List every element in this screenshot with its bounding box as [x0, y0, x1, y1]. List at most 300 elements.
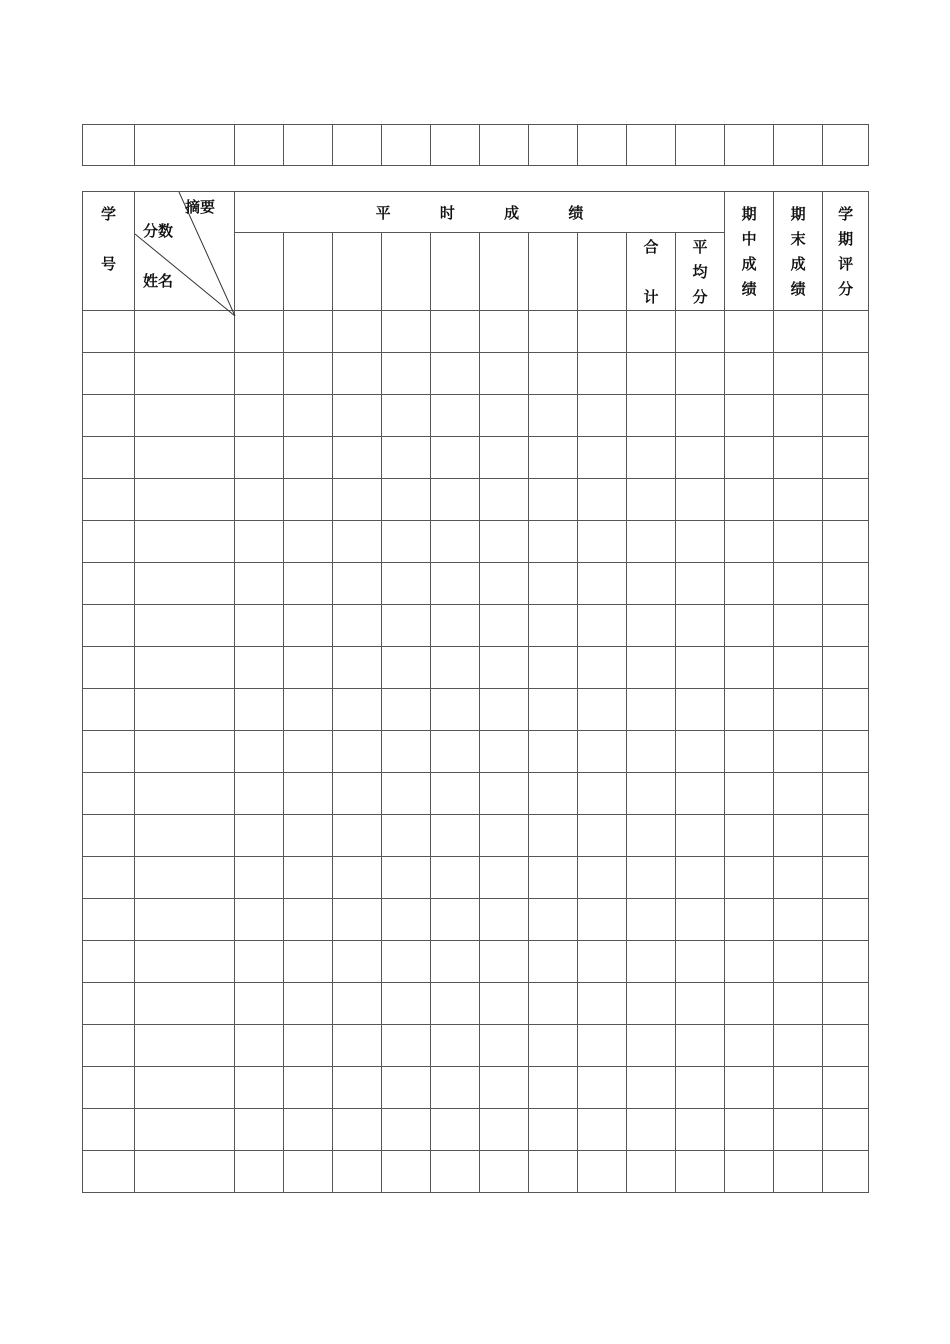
student-name-cell[interactable] [135, 815, 235, 857]
score-cell[interactable] [529, 689, 578, 731]
score-cell[interactable] [284, 899, 333, 941]
score-cell[interactable] [774, 605, 823, 647]
score-cell[interactable] [823, 395, 869, 437]
score-cell[interactable] [578, 311, 627, 353]
score-cell[interactable] [676, 983, 725, 1025]
score-cell[interactable] [823, 647, 869, 689]
score-cell[interactable] [284, 983, 333, 1025]
score-cell[interactable] [529, 983, 578, 1025]
score-cell[interactable] [382, 689, 431, 731]
score-cell[interactable] [235, 815, 284, 857]
score-cell[interactable] [480, 1109, 529, 1151]
score-cell[interactable] [480, 983, 529, 1025]
score-cell[interactable] [529, 521, 578, 563]
score-cell[interactable] [382, 899, 431, 941]
score-cell[interactable] [480, 773, 529, 815]
blank-cell[interactable] [676, 125, 725, 166]
score-cell[interactable] [774, 353, 823, 395]
score-cell[interactable] [431, 815, 480, 857]
blank-cell[interactable] [774, 125, 823, 166]
score-cell[interactable] [774, 311, 823, 353]
score-cell[interactable] [284, 689, 333, 731]
score-cell[interactable] [235, 899, 284, 941]
score-cell[interactable] [725, 689, 774, 731]
score-cell[interactable] [382, 311, 431, 353]
student-name-cell[interactable] [135, 941, 235, 983]
score-cell[interactable] [235, 983, 284, 1025]
score-cell[interactable] [823, 521, 869, 563]
score-cell[interactable] [725, 521, 774, 563]
score-cell[interactable] [823, 1067, 869, 1109]
score-cell[interactable] [774, 1151, 823, 1193]
student-id-cell[interactable] [83, 647, 135, 689]
score-cell[interactable] [235, 1109, 284, 1151]
score-cell[interactable] [578, 353, 627, 395]
student-name-cell[interactable] [135, 689, 235, 731]
score-cell[interactable] [284, 1151, 333, 1193]
score-cell[interactable] [725, 353, 774, 395]
score-cell[interactable] [431, 1067, 480, 1109]
score-cell[interactable] [382, 941, 431, 983]
score-cell[interactable] [431, 1109, 480, 1151]
blank-cell[interactable] [480, 125, 529, 166]
score-cell[interactable] [725, 1109, 774, 1151]
score-cell[interactable] [725, 479, 774, 521]
score-cell[interactable] [823, 815, 869, 857]
score-cell[interactable] [725, 731, 774, 773]
score-cell[interactable] [333, 941, 382, 983]
student-name-cell[interactable] [135, 857, 235, 899]
score-cell[interactable] [823, 941, 869, 983]
score-cell[interactable] [725, 983, 774, 1025]
score-cell[interactable] [235, 1025, 284, 1067]
student-id-cell[interactable] [83, 1025, 135, 1067]
score-cell[interactable] [382, 1109, 431, 1151]
score-cell[interactable] [823, 773, 869, 815]
score-cell[interactable] [529, 1067, 578, 1109]
score-cell[interactable] [333, 899, 382, 941]
score-cell[interactable] [235, 857, 284, 899]
score-cell[interactable] [578, 1025, 627, 1067]
score-cell[interactable] [823, 1151, 869, 1193]
score-cell[interactable] [431, 689, 480, 731]
score-cell[interactable] [774, 1109, 823, 1151]
score-cell[interactable] [774, 437, 823, 479]
score-cell[interactable] [627, 311, 676, 353]
score-slot-header[interactable] [578, 233, 627, 311]
score-cell[interactable] [333, 311, 382, 353]
score-cell[interactable] [431, 311, 480, 353]
score-cell[interactable] [627, 941, 676, 983]
score-cell[interactable] [235, 647, 284, 689]
student-id-cell[interactable] [83, 395, 135, 437]
score-cell[interactable] [431, 899, 480, 941]
score-cell[interactable] [676, 437, 725, 479]
score-cell[interactable] [578, 605, 627, 647]
student-name-cell[interactable] [135, 1109, 235, 1151]
score-cell[interactable] [235, 731, 284, 773]
score-cell[interactable] [284, 521, 333, 563]
score-cell[interactable] [627, 689, 676, 731]
score-cell[interactable] [676, 689, 725, 731]
score-cell[interactable] [627, 1151, 676, 1193]
blank-cell[interactable] [83, 125, 135, 166]
score-cell[interactable] [235, 479, 284, 521]
score-cell[interactable] [823, 605, 869, 647]
score-cell[interactable] [480, 437, 529, 479]
score-cell[interactable] [431, 521, 480, 563]
score-cell[interactable] [431, 773, 480, 815]
score-cell[interactable] [284, 1025, 333, 1067]
score-cell[interactable] [676, 521, 725, 563]
score-cell[interactable] [284, 563, 333, 605]
score-cell[interactable] [284, 1109, 333, 1151]
score-cell[interactable] [578, 815, 627, 857]
score-cell[interactable] [774, 773, 823, 815]
score-cell[interactable] [578, 479, 627, 521]
student-name-cell[interactable] [135, 521, 235, 563]
score-cell[interactable] [774, 647, 823, 689]
score-cell[interactable] [725, 395, 774, 437]
score-cell[interactable] [823, 1109, 869, 1151]
score-cell[interactable] [676, 311, 725, 353]
student-id-cell[interactable] [83, 773, 135, 815]
student-id-cell[interactable] [83, 857, 135, 899]
score-cell[interactable] [480, 731, 529, 773]
score-cell[interactable] [431, 941, 480, 983]
score-cell[interactable] [529, 437, 578, 479]
score-cell[interactable] [676, 1067, 725, 1109]
student-id-cell[interactable] [83, 311, 135, 353]
score-slot-header[interactable] [382, 233, 431, 311]
score-cell[interactable] [774, 899, 823, 941]
score-cell[interactable] [480, 563, 529, 605]
score-cell[interactable] [284, 731, 333, 773]
score-cell[interactable] [774, 563, 823, 605]
score-cell[interactable] [382, 983, 431, 1025]
score-cell[interactable] [235, 395, 284, 437]
score-cell[interactable] [774, 479, 823, 521]
score-cell[interactable] [480, 521, 529, 563]
score-cell[interactable] [725, 437, 774, 479]
score-cell[interactable] [823, 563, 869, 605]
score-cell[interactable] [823, 353, 869, 395]
score-cell[interactable] [529, 773, 578, 815]
score-cell[interactable] [333, 689, 382, 731]
student-name-cell[interactable] [135, 395, 235, 437]
student-name-cell[interactable] [135, 899, 235, 941]
student-name-cell[interactable] [135, 353, 235, 395]
score-cell[interactable] [725, 605, 774, 647]
score-cell[interactable] [480, 815, 529, 857]
score-cell[interactable] [676, 605, 725, 647]
score-cell[interactable] [480, 1025, 529, 1067]
score-cell[interactable] [431, 647, 480, 689]
score-cell[interactable] [480, 1067, 529, 1109]
score-cell[interactable] [725, 941, 774, 983]
score-cell[interactable] [725, 815, 774, 857]
blank-cell[interactable] [382, 125, 431, 166]
score-cell[interactable] [235, 563, 284, 605]
score-cell[interactable] [382, 479, 431, 521]
blank-cell[interactable] [235, 125, 284, 166]
blank-cell[interactable] [284, 125, 333, 166]
score-cell[interactable] [627, 1067, 676, 1109]
score-cell[interactable] [480, 941, 529, 983]
score-cell[interactable] [823, 899, 869, 941]
score-cell[interactable] [284, 437, 333, 479]
score-cell[interactable] [578, 773, 627, 815]
score-cell[interactable] [627, 899, 676, 941]
score-cell[interactable] [235, 1067, 284, 1109]
score-cell[interactable] [823, 983, 869, 1025]
score-cell[interactable] [578, 563, 627, 605]
score-cell[interactable] [823, 479, 869, 521]
score-cell[interactable] [627, 521, 676, 563]
student-id-cell[interactable] [83, 983, 135, 1025]
score-cell[interactable] [284, 815, 333, 857]
score-cell[interactable] [627, 815, 676, 857]
score-cell[interactable] [578, 983, 627, 1025]
score-cell[interactable] [676, 479, 725, 521]
blank-cell[interactable] [823, 125, 869, 166]
score-cell[interactable] [774, 395, 823, 437]
score-cell[interactable] [529, 647, 578, 689]
score-cell[interactable] [676, 353, 725, 395]
score-cell[interactable] [480, 689, 529, 731]
score-cell[interactable] [333, 647, 382, 689]
score-cell[interactable] [480, 605, 529, 647]
score-cell[interactable] [823, 311, 869, 353]
score-slot-header[interactable] [529, 233, 578, 311]
score-cell[interactable] [333, 1109, 382, 1151]
score-cell[interactable] [431, 1025, 480, 1067]
score-cell[interactable] [676, 1109, 725, 1151]
score-cell[interactable] [431, 479, 480, 521]
score-cell[interactable] [382, 773, 431, 815]
score-cell[interactable] [382, 605, 431, 647]
score-cell[interactable] [529, 311, 578, 353]
student-name-cell[interactable] [135, 773, 235, 815]
student-name-cell[interactable] [135, 983, 235, 1025]
score-cell[interactable] [676, 773, 725, 815]
score-cell[interactable] [627, 395, 676, 437]
student-id-cell[interactable] [83, 731, 135, 773]
student-name-cell[interactable] [135, 563, 235, 605]
score-cell[interactable] [382, 647, 431, 689]
score-cell[interactable] [627, 773, 676, 815]
score-cell[interactable] [578, 1067, 627, 1109]
score-cell[interactable] [627, 437, 676, 479]
score-cell[interactable] [725, 857, 774, 899]
score-cell[interactable] [725, 647, 774, 689]
score-cell[interactable] [627, 563, 676, 605]
score-cell[interactable] [823, 437, 869, 479]
score-cell[interactable] [676, 1151, 725, 1193]
score-cell[interactable] [725, 773, 774, 815]
score-slot-header[interactable] [333, 233, 382, 311]
score-cell[interactable] [774, 815, 823, 857]
score-cell[interactable] [774, 521, 823, 563]
score-cell[interactable] [235, 353, 284, 395]
score-cell[interactable] [431, 605, 480, 647]
score-cell[interactable] [333, 857, 382, 899]
score-cell[interactable] [725, 1025, 774, 1067]
score-cell[interactable] [235, 773, 284, 815]
score-cell[interactable] [382, 731, 431, 773]
student-name-cell[interactable] [135, 479, 235, 521]
score-cell[interactable] [431, 353, 480, 395]
score-cell[interactable] [333, 1151, 382, 1193]
score-cell[interactable] [382, 1025, 431, 1067]
score-cell[interactable] [284, 773, 333, 815]
score-slot-header[interactable] [284, 233, 333, 311]
score-cell[interactable] [382, 1067, 431, 1109]
score-cell[interactable] [774, 689, 823, 731]
student-name-cell[interactable] [135, 731, 235, 773]
score-cell[interactable] [235, 1151, 284, 1193]
score-cell[interactable] [627, 479, 676, 521]
score-cell[interactable] [480, 647, 529, 689]
score-cell[interactable] [431, 983, 480, 1025]
student-id-cell[interactable] [83, 605, 135, 647]
blank-cell[interactable] [529, 125, 578, 166]
score-cell[interactable] [578, 395, 627, 437]
score-cell[interactable] [235, 605, 284, 647]
score-cell[interactable] [333, 353, 382, 395]
score-cell[interactable] [627, 1109, 676, 1151]
score-cell[interactable] [725, 311, 774, 353]
score-cell[interactable] [529, 353, 578, 395]
score-cell[interactable] [333, 521, 382, 563]
score-cell[interactable] [529, 731, 578, 773]
score-cell[interactable] [725, 563, 774, 605]
score-cell[interactable] [578, 437, 627, 479]
score-cell[interactable] [284, 857, 333, 899]
score-slot-header[interactable] [431, 233, 480, 311]
student-id-cell[interactable] [83, 563, 135, 605]
score-cell[interactable] [382, 563, 431, 605]
score-cell[interactable] [725, 899, 774, 941]
student-name-cell[interactable] [135, 647, 235, 689]
score-cell[interactable] [823, 689, 869, 731]
score-cell[interactable] [676, 857, 725, 899]
score-cell[interactable] [676, 563, 725, 605]
score-cell[interactable] [529, 395, 578, 437]
score-cell[interactable] [578, 899, 627, 941]
student-name-cell[interactable] [135, 1025, 235, 1067]
score-cell[interactable] [578, 857, 627, 899]
score-cell[interactable] [382, 437, 431, 479]
score-slot-header[interactable] [480, 233, 529, 311]
score-cell[interactable] [333, 437, 382, 479]
score-cell[interactable] [529, 1109, 578, 1151]
score-cell[interactable] [235, 437, 284, 479]
score-cell[interactable] [431, 563, 480, 605]
score-cell[interactable] [382, 815, 431, 857]
score-cell[interactable] [431, 857, 480, 899]
score-cell[interactable] [235, 521, 284, 563]
score-cell[interactable] [284, 605, 333, 647]
score-cell[interactable] [529, 941, 578, 983]
student-id-cell[interactable] [83, 1067, 135, 1109]
score-cell[interactable] [823, 731, 869, 773]
score-cell[interactable] [480, 479, 529, 521]
student-name-cell[interactable] [135, 311, 235, 353]
score-cell[interactable] [774, 1025, 823, 1067]
score-cell[interactable] [529, 479, 578, 521]
score-cell[interactable] [529, 605, 578, 647]
score-cell[interactable] [333, 731, 382, 773]
score-cell[interactable] [431, 395, 480, 437]
score-cell[interactable] [284, 395, 333, 437]
score-cell[interactable] [676, 395, 725, 437]
score-cell[interactable] [480, 395, 529, 437]
score-cell[interactable] [382, 1151, 431, 1193]
score-cell[interactable] [676, 815, 725, 857]
score-cell[interactable] [382, 521, 431, 563]
score-cell[interactable] [333, 563, 382, 605]
score-cell[interactable] [627, 647, 676, 689]
score-cell[interactable] [676, 647, 725, 689]
score-cell[interactable] [333, 605, 382, 647]
score-cell[interactable] [676, 731, 725, 773]
score-cell[interactable] [235, 311, 284, 353]
score-cell[interactable] [725, 1067, 774, 1109]
score-cell[interactable] [333, 815, 382, 857]
score-cell[interactable] [333, 773, 382, 815]
score-cell[interactable] [382, 395, 431, 437]
score-cell[interactable] [774, 941, 823, 983]
score-cell[interactable] [627, 605, 676, 647]
score-cell[interactable] [284, 353, 333, 395]
student-name-cell[interactable] [135, 1151, 235, 1193]
score-cell[interactable] [431, 437, 480, 479]
student-name-cell[interactable] [135, 437, 235, 479]
score-cell[interactable] [480, 1151, 529, 1193]
score-cell[interactable] [529, 563, 578, 605]
student-id-cell[interactable] [83, 941, 135, 983]
score-cell[interactable] [431, 1151, 480, 1193]
score-slot-header[interactable] [235, 233, 284, 311]
score-cell[interactable] [578, 1109, 627, 1151]
student-name-cell[interactable] [135, 605, 235, 647]
score-cell[interactable] [284, 479, 333, 521]
score-cell[interactable] [333, 395, 382, 437]
score-cell[interactable] [431, 731, 480, 773]
blank-cell[interactable] [431, 125, 480, 166]
score-cell[interactable] [529, 899, 578, 941]
student-id-cell[interactable] [83, 1109, 135, 1151]
score-cell[interactable] [627, 353, 676, 395]
score-cell[interactable] [284, 941, 333, 983]
score-cell[interactable] [627, 983, 676, 1025]
score-cell[interactable] [480, 857, 529, 899]
score-cell[interactable] [529, 857, 578, 899]
score-cell[interactable] [676, 1025, 725, 1067]
score-cell[interactable] [774, 731, 823, 773]
student-id-cell[interactable] [83, 479, 135, 521]
score-cell[interactable] [823, 1025, 869, 1067]
score-cell[interactable] [284, 311, 333, 353]
student-id-cell[interactable] [83, 353, 135, 395]
blank-cell[interactable] [333, 125, 382, 166]
student-name-cell[interactable] [135, 1067, 235, 1109]
score-cell[interactable] [333, 1067, 382, 1109]
score-cell[interactable] [774, 983, 823, 1025]
score-cell[interactable] [578, 731, 627, 773]
student-id-cell[interactable] [83, 1151, 135, 1193]
